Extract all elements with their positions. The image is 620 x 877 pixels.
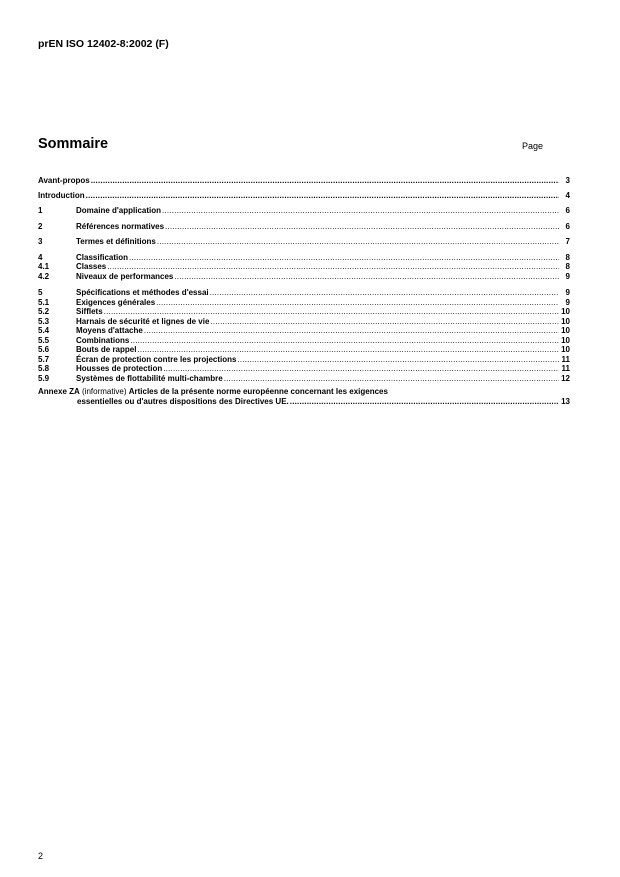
toc-entry[interactable]: [38, 336, 570, 346]
toc-entry[interactable]: [38, 176, 570, 186]
toc-entry-number: 1: [38, 206, 43, 215]
toc-entry-page: 12: [561, 373, 570, 383]
toc-entry-label: Niveaux de performances: [76, 271, 174, 281]
toc-entry-page: 8: [565, 262, 570, 271]
dot-leader: [210, 317, 559, 327]
toc-entry-page: 3: [565, 176, 570, 185]
toc-entry-page: 4: [565, 190, 570, 200]
toc-entry-page: 8: [565, 252, 570, 262]
toc-entry-label: Harnais de sécurité et lignes de vie: [76, 316, 210, 326]
toc-entry-page: 10: [561, 345, 570, 354]
annex-qualifier: (informative): [82, 387, 127, 396]
toc-entry-label: Systèmes de flottabilité multi-chambre: [76, 373, 223, 383]
toc-entry-page: 10: [561, 316, 570, 326]
toc-entry-number: 5.2: [38, 307, 50, 316]
toc-entry-label: Bouts de rappel: [76, 345, 137, 354]
toc-entry[interactable]: [38, 298, 570, 308]
toc-entry[interactable]: [38, 272, 570, 282]
toc-entry[interactable]: [38, 206, 570, 216]
annex-page: 13: [561, 397, 570, 406]
dot-leader: [104, 307, 559, 317]
toc-entry-page: 6: [565, 221, 570, 231]
toc-entry-page: 9: [565, 297, 570, 307]
toc-entry-label: Spécifications et méthodes d'essai: [76, 288, 209, 297]
dot-leader: [107, 262, 559, 272]
table-of-contents: [38, 176, 570, 407]
toc-annex-entry[interactable]: [38, 387, 570, 407]
toc-entry-number: 5.6: [38, 345, 50, 354]
toc-entry-number: 4.2: [38, 271, 50, 281]
document-identifier: prEN ISO 12402-8:2002 (F): [38, 38, 169, 50]
toc-entry-label: Exigences générales: [76, 297, 156, 307]
toc-entry-page: 9: [565, 288, 570, 297]
dot-leader: [163, 364, 559, 374]
toc-entry-label: Termes et définitions: [76, 237, 156, 246]
dot-leader: [144, 326, 559, 336]
toc-entry-label: Classification: [76, 252, 129, 262]
toc-entry-number: 5.1: [38, 297, 50, 307]
toc-entry-page: 7: [565, 237, 570, 246]
dot-leader: [137, 345, 559, 355]
dot-leader: [130, 336, 559, 346]
toc-entry-number: 4.1: [38, 262, 50, 271]
toc-entry-label: Classes: [76, 262, 107, 271]
annex-title-line1: Articles de la présente norme européenne concernant les exigences: [128, 387, 388, 396]
toc-entry-page: 9: [565, 271, 570, 281]
toc-entry-page: 10: [561, 335, 570, 345]
toc-entry[interactable]: [38, 288, 570, 298]
toc-entry-page: 11: [561, 354, 570, 364]
dot-leader: [290, 397, 559, 407]
toc-entry-label: Combinations: [76, 335, 130, 345]
toc-entry-number: 5.9: [38, 373, 50, 383]
dot-leader: [129, 253, 559, 263]
dot-leader: [237, 355, 559, 365]
toc-entry-page: 10: [561, 326, 570, 335]
toc-entry[interactable]: [38, 253, 570, 263]
toc-entry[interactable]: [38, 374, 570, 384]
dot-leader: [157, 237, 559, 247]
toc-entry-number: 5.7: [38, 354, 50, 364]
toc-entry-page: 6: [565, 206, 570, 215]
dot-leader: [165, 222, 559, 232]
toc-entry[interactable]: [38, 345, 570, 355]
toc-entry[interactable]: [38, 355, 570, 365]
toc-entry-number: 5: [38, 288, 43, 297]
toc-entry-label: Écran de protection contre les projections: [76, 354, 237, 364]
dot-leader: [162, 206, 559, 216]
page-number: 2: [38, 851, 44, 861]
toc-entry-number: 5.5: [38, 335, 50, 345]
page-column-label: Page: [522, 141, 544, 151]
toc-entry-label: Introduction: [38, 190, 85, 200]
toc-entries: [38, 176, 570, 383]
toc-entry-label: Domaine d'application: [76, 206, 162, 215]
toc-entry-page: 10: [561, 307, 570, 316]
toc-entry-number: 4: [38, 252, 43, 262]
toc-entry-label: Housses de protection: [76, 364, 163, 373]
dot-leader: [224, 374, 559, 384]
toc-title: Sommaire: [38, 136, 109, 152]
toc-entry[interactable]: [38, 262, 570, 272]
toc-entry-number: 5.4: [38, 326, 50, 335]
toc-entry[interactable]: [38, 364, 570, 374]
toc-entry-number: 5.3: [38, 316, 50, 326]
toc-entry-number: 3: [38, 237, 43, 246]
toc-entry-label: Sifflets: [76, 307, 103, 316]
dot-leader: [86, 191, 559, 201]
toc-entry-page: 11: [561, 364, 570, 373]
annex-label: Annexe ZA: [38, 387, 80, 396]
toc-entry[interactable]: [38, 237, 570, 247]
toc-entry[interactable]: [38, 326, 570, 336]
toc-entry-number: 5.8: [38, 364, 50, 373]
dot-leader: [174, 272, 559, 282]
toc-entry-label: Références normatives: [76, 221, 165, 231]
toc-entry[interactable]: [38, 307, 570, 317]
dot-leader: [210, 288, 559, 298]
dot-leader: [156, 298, 559, 308]
toc-entry-number: 2: [38, 221, 43, 231]
annex-title-line2: essentielles ou d'autres dispositions des Directives UE.: [77, 397, 289, 406]
toc-entry[interactable]: [38, 191, 570, 201]
toc-entry[interactable]: [38, 222, 570, 232]
dot-leader: [91, 176, 559, 186]
toc-entry-label: Avant-propos: [38, 176, 90, 185]
toc-entry[interactable]: [38, 317, 570, 327]
toc-entry-label: Moyens d'attache: [76, 326, 143, 335]
